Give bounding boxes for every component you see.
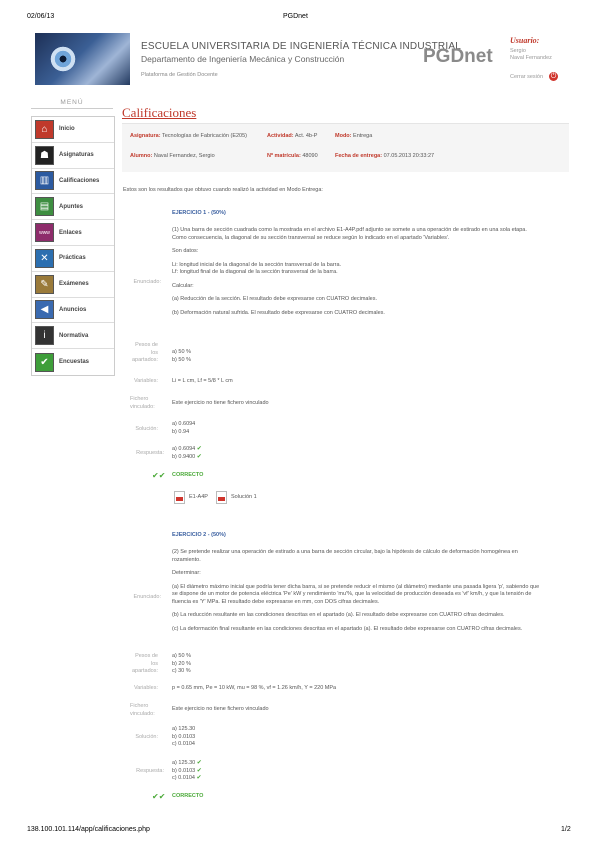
actividad-field — [267, 133, 317, 139]
alumno-value: Naval Fernandez, Sergio — [153, 153, 215, 159]
ex2-respuesta — [172, 760, 202, 783]
variables-label: Variables: — [133, 378, 158, 384]
sidebar-item-inicio[interactable] — [32, 117, 114, 143]
ex1-paragraph: Li: longitud inicial de la diagonal de la sección transversal de la barra. — [172, 261, 342, 268]
menu-title: MENÚ — [31, 99, 113, 109]
respuesta-value: a) 125.30 — [172, 760, 196, 766]
school-logo[interactable] — [35, 33, 130, 85]
notes-icon: ▤ — [35, 197, 54, 216]
respuesta-value: b) 0.9400 — [172, 453, 196, 460]
pesos-label-line: Pesos de — [135, 653, 158, 659]
print-title: PGDnet — [283, 13, 308, 20]
check-icon: ✔ — [196, 760, 202, 766]
check-icon: ✔ — [196, 775, 202, 781]
activity-info — [122, 123, 569, 172]
ex1-correct-badge: CORRECTO — [172, 472, 204, 478]
sidebar-item-practicas[interactable] — [32, 246, 114, 272]
ex1-variables: Li = L cm, Lf = 5/8 * L cm — [172, 378, 233, 384]
sidebar-item-label: Prácticas — [59, 255, 86, 262]
pdf-icon — [174, 491, 185, 504]
exercise-2-statement — [172, 549, 567, 633]
logout-icon[interactable]: ⏻ — [550, 73, 557, 80]
department-name: Departamento de Ingeniería Mecánica y Construcción — [141, 54, 345, 64]
ex2-paragraph: (2) Se pretende realizar una operación de estirado a una barra de sección circular, bajo la hipótesis de cálculo de deformación homogénea en — [172, 549, 518, 555]
exercise-2-title: EJERCICIO 2 - (50%) — [172, 532, 226, 538]
modo-value: Entrega — [353, 133, 373, 139]
ex1-paragraph: Son datos: — [172, 248, 199, 254]
enunciado-label: Enunciado: — [133, 279, 161, 285]
sidebar-item-label: Normativa — [59, 332, 89, 339]
alumno-label: Alumno: — [130, 153, 153, 159]
platform-name: Plataforma de Gestión Docente — [141, 72, 218, 78]
ex2-paragraph: Determinar: — [172, 570, 201, 576]
fichero-label-line: Fichero — [130, 396, 149, 402]
solucion-value: b) 0.0103 — [172, 733, 196, 740]
intro-text: Estos son los resultados que obtuvo cuando realizó la actividad en Modo Entrega: — [123, 187, 323, 193]
actividad-value: Act. 4b-P — [294, 133, 318, 139]
pesos-label — [124, 342, 158, 365]
ex2-solucion — [172, 726, 195, 749]
fecha-value: 07.05.2013 20:33:27 — [383, 153, 435, 159]
respuesta-label: Respuesta: — [136, 450, 164, 456]
info-icon: i — [35, 326, 54, 345]
ex2-paragraph: (c) La deformación final resultante en las condiciones descritas en el apartado (a). El resultado debe expresarse con CUATRO cifras decimales. — [172, 625, 523, 632]
ex1-respuesta — [172, 446, 202, 461]
ex2-variables: p = 0.65 mm, Pe = 10 kW, mu = 98 %, vf = 1.26 km/h, Y = 220 MPa — [172, 685, 337, 691]
ex1-paragraph: Calcular: — [172, 282, 194, 289]
school-name: ESCUELA UNIVERSITARIA DE INGENIERÍA TÉCNICA INDUSTRIAL — [141, 41, 461, 52]
sidebar-item-label: Apuntes — [59, 203, 83, 210]
peso-value: a) 50 % — [172, 349, 191, 355]
solucion-label: Solución: — [135, 426, 158, 432]
check-icon: ✔ — [196, 767, 202, 774]
sidebar-item-anuncios[interactable] — [32, 298, 114, 324]
ex2-fichero: Este ejercicio no tiene fichero vinculado — [172, 706, 269, 712]
sidebar-item-enlaces[interactable] — [32, 220, 114, 246]
peso-value: b) 50 % — [172, 356, 191, 363]
logout-link[interactable]: Cerrar sesión — [510, 74, 544, 80]
peso-value: b) 20 % — [172, 660, 191, 667]
user-first-name: Sergio — [510, 48, 526, 54]
sidebar-item-apuntes[interactable] — [32, 194, 114, 220]
sidebar-item-label: Inicio — [59, 126, 75, 133]
sidebar-item-encuestas[interactable] — [32, 349, 114, 375]
tools-icon: ✕ — [35, 249, 54, 268]
solucion-value: c) 0.0104 — [172, 741, 195, 747]
peso-value: a) 50 % — [172, 653, 191, 659]
sidebar-item-label: Anuncios — [59, 306, 87, 313]
correct-icon: ✔✔ — [152, 792, 166, 801]
solucion-value: b) 0.94 — [172, 428, 190, 435]
sidebar-item-label: Enlaces — [59, 229, 82, 236]
respuesta-line — [172, 454, 202, 462]
ex2-pesos — [172, 653, 191, 676]
sidebar-item-asignaturas[interactable] — [32, 143, 114, 169]
eye-icon — [43, 41, 83, 77]
check-icon: ✔ — [196, 453, 202, 460]
user-label: Usuario: — [510, 36, 540, 45]
asignatura-field — [130, 133, 247, 139]
book-icon: ▥ — [35, 171, 54, 190]
pesos-label — [124, 653, 158, 676]
pen-icon: ✎ — [35, 275, 54, 294]
brand-logo: PGDnet — [423, 46, 493, 67]
asignatura-label: Asignatura: — [130, 133, 161, 139]
print-footer-url: 138.100.101.114/app/calificaciones.php — [27, 826, 150, 833]
ex2-paragraph: (a) El diámetro máximo inicial que podría tener dicha barra, si se pretende reducir el mismo (al diámetro) mediante una pasada ligera 'p', sabiendo que — [172, 583, 540, 590]
fichero-label-line: Fichero — [130, 703, 149, 709]
correct-icon: ✔✔ — [152, 471, 166, 480]
solucion-value: a) 125.30 — [172, 726, 196, 732]
ex1-solucion — [172, 421, 195, 436]
sidebar-item-examenes[interactable] — [32, 272, 114, 298]
solucion-label: Solución: — [135, 734, 158, 740]
fichero-label-line: vinculado: — [130, 710, 155, 717]
ex2-paragraph: fluencia es 'Y' MPa. El resultado debe expresarse en mm, con DOS cifras decimales. — [172, 598, 380, 605]
file-name: E1-A4P — [189, 493, 208, 500]
ex2-paragraph: (b) La reducción resultante en las condiciones descritas en el apartado (a). El resultado debe expresarse con CUATRO cifras decimales. — [172, 612, 505, 618]
pesos-label-line: Pesos de — [135, 342, 158, 348]
ex1-paragraph: (b) Deformación natural sufrida. El resultado debe expresarse con CUATRO decimales. — [172, 309, 385, 316]
sidebar-item-calificaciones[interactable] — [32, 169, 114, 195]
modo-field — [335, 133, 372, 139]
sidebar-item-label: Exámenes — [59, 281, 89, 288]
ex1-paragraph: (1) Una barra de sección cuadrada como la mostrada en el archivo E1-A4P.pdf adjunto se somete a una operación de estirado en una sola etapa. — [172, 227, 527, 233]
check-icon: ✔ — [196, 446, 202, 452]
fecha-label: Fecha de entrega: — [335, 153, 383, 159]
page-title: Calificaciones — [122, 105, 197, 120]
respuesta-value: c) 0.0104 — [172, 775, 195, 781]
ex1-file-link[interactable] — [174, 491, 208, 504]
exercise-1-statement — [172, 227, 567, 317]
ex1-paragraph: Lf: longitud final de la diagonal de la sección transversal de la barra. — [172, 269, 338, 275]
solucion-value: a) 0.6094 — [172, 421, 196, 427]
respuesta-line — [172, 775, 202, 783]
matricula-value: 48090 — [302, 153, 318, 159]
speaker-icon: ◀ — [35, 300, 54, 319]
respuesta-line — [172, 768, 202, 776]
matricula-label: Nº matrícula: — [267, 153, 301, 159]
people-icon: ☗ — [35, 146, 54, 165]
pesos-label-line: los — [150, 349, 158, 356]
sidebar-item-label: Asignaturas — [59, 152, 94, 159]
fichero-label — [124, 396, 164, 411]
asignatura-value: Tecnologías de Fabricación (E205) — [162, 133, 247, 139]
user-last-name: Naval Fernandez — [510, 55, 552, 61]
fichero-label-line: vinculado: — [130, 403, 155, 410]
variables-label: Variables: — [133, 685, 158, 691]
pesos-label-line: apartados: — [132, 668, 158, 674]
sidebar-item-normativa[interactable] — [32, 323, 114, 349]
ex2-paragraph: rozamiento. — [172, 556, 201, 563]
user-name — [510, 48, 552, 62]
www-icon: www — [35, 223, 54, 242]
file-name: Solución 1 — [231, 493, 257, 500]
fichero-label — [124, 703, 164, 718]
ex2-paragraph: se dispone de un motor de potencia eléctrica 'Pe' kW y rendimiento 'mu'%, que la velocidad de producción deseada es 'vf' km/h, y que la tensión de — [172, 591, 532, 597]
peso-value: c) 30 % — [172, 668, 191, 674]
pesos-label-line: apartados: — [132, 357, 158, 363]
enunciado-label: Enunciado: — [133, 594, 161, 600]
exercise-1-title: EJERCICIO 1 - (50%) — [172, 210, 226, 216]
matricula-field — [267, 153, 318, 159]
home-icon: ⌂ — [35, 120, 54, 139]
actividad-label: Actividad: — [267, 133, 294, 139]
ex1-paragraph: Como consecuencia, la diagonal de su sección transversal se reduce según lo indicado en el apartado 'Variables'. — [172, 234, 450, 241]
ex1-fichero: Este ejercicio no tiene fichero vinculado — [172, 400, 269, 406]
respuesta-line — [172, 760, 202, 768]
sidebar-item-label: Encuestas — [59, 359, 90, 366]
ex1-pesos — [172, 349, 191, 364]
respuesta-label: Respuesta: — [136, 768, 164, 774]
ex1-solution-link[interactable] — [216, 491, 257, 504]
respuesta-value: a) 0.6094 — [172, 446, 196, 452]
pesos-label-line: los — [150, 660, 158, 667]
sidebar-item-label: Calificaciones — [59, 177, 100, 184]
fecha-field — [335, 153, 434, 159]
pdf-icon — [216, 491, 227, 504]
print-page-number: 1/2 — [561, 826, 571, 833]
check-icon: ✔ — [35, 353, 54, 372]
ex2-correct-badge: CORRECTO — [172, 793, 204, 799]
print-date: 02/06/13 — [27, 13, 55, 20]
sidebar-menu — [31, 116, 115, 376]
respuesta-line — [172, 446, 202, 454]
modo-label: Modo: — [335, 133, 352, 139]
respuesta-value: b) 0.0103 — [172, 767, 196, 774]
alumno-field — [130, 153, 215, 159]
ex1-paragraph: (a) Reducción de la sección. El resultado debe expresarse con CUATRO decimales. — [172, 296, 378, 302]
